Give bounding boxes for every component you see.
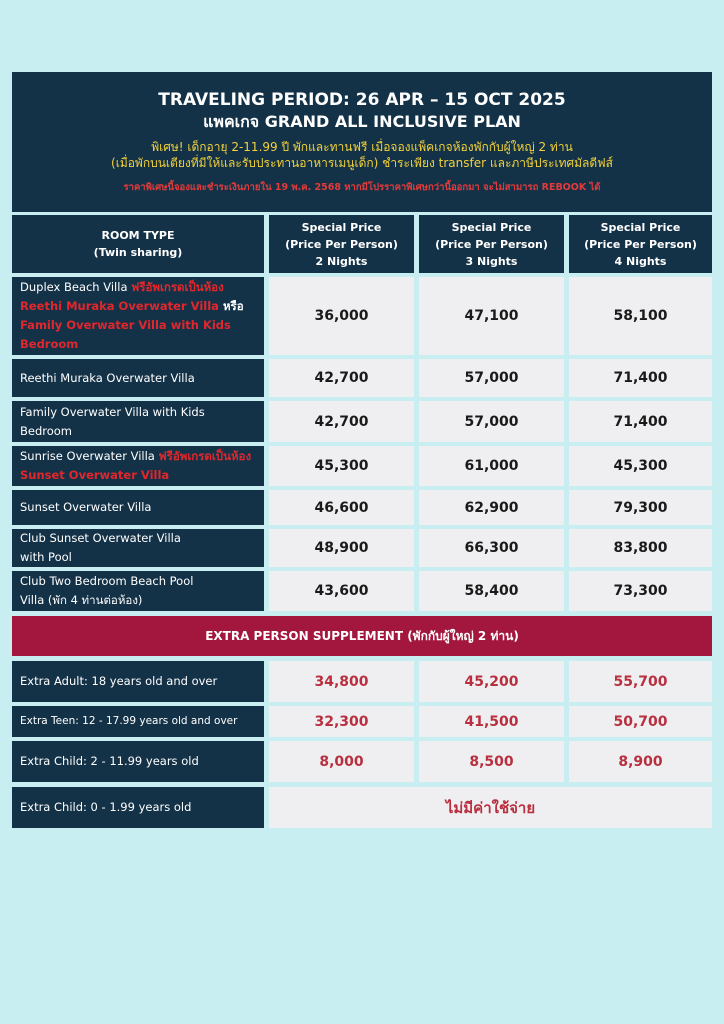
- col-header-line2: (Price Per Person): [584, 237, 697, 251]
- room-name: Sunset Overwater Villa: [12, 490, 264, 525]
- price-3-nights: 66,300: [419, 529, 564, 567]
- col-header-3-nights: [419, 215, 564, 273]
- price-3-nights: 57,000: [419, 359, 564, 397]
- table-row: [12, 359, 712, 397]
- travel-period-title: TRAVELING PERIOD: 26 APR – 15 OCT 2025: [158, 90, 566, 110]
- supplement-label: Extra Teen: 12 - 17.99 years old and over: [12, 706, 264, 737]
- upgrade-note: ฟรีอัพเกรดเป็นห้อง Sunset Overwater Villa: [20, 449, 252, 482]
- price-3-nights: 57,000: [419, 401, 564, 442]
- col-header-2-nights: [269, 215, 414, 273]
- supplement-price-4-nights: 55,700: [569, 661, 712, 702]
- col-header-nights: 2 Nights: [315, 254, 368, 268]
- room-name-text: Sunrise Overwater Villa: [20, 449, 159, 463]
- table-row: [12, 446, 712, 486]
- room-type-label: ROOM TYPE: [101, 229, 175, 242]
- price-3-nights: 58,400: [419, 571, 564, 611]
- booking-warning: ราคาพิเศษนี้จองและชำระเงินภายใน 19 พ.ค. 2568 หากมีโปรราคาพิเศษกว่านี้ออกมา จะไม่สามารถ REBOOK ได้: [123, 182, 601, 193]
- or-text: หรือ: [218, 299, 244, 313]
- room-name: Club Sunset Overwater Villa with Pool: [12, 529, 202, 567]
- price-2-nights: 36,000: [269, 277, 414, 355]
- supplement-price-3-nights: 45,200: [419, 661, 564, 702]
- table-row: [12, 571, 712, 611]
- price-4-nights: 45,300: [569, 446, 712, 486]
- col-header-line1: Special Price: [301, 220, 382, 234]
- free-of-charge-note: ไม่มีค่าใช้จ่าย: [269, 787, 712, 828]
- supplement-price-4-nights: 50,700: [569, 706, 712, 737]
- room-name: Club Two Bedroom Beach Pool Villa (พัก 4 ท่านต่อห้อง): [12, 571, 217, 611]
- table-row: [12, 706, 712, 737]
- header-banner: [12, 72, 712, 212]
- price-2-nights: 42,700: [269, 401, 414, 442]
- price-2-nights: 42,700: [269, 359, 414, 397]
- supplement-price-2-nights: 32,300: [269, 706, 414, 737]
- table-row: [12, 661, 712, 702]
- promo-note: [12, 139, 712, 171]
- price-4-nights: 58,100: [569, 277, 712, 355]
- supplement-price-2-nights: 8,000: [269, 741, 414, 782]
- col-header-nights: 3 Nights: [465, 254, 518, 268]
- promo-note-line2: (เมื่อพักบนเตียงที่มีให้และรับประทานอาหารเมนูเด็ก) ชำระเพียง transfer และภาษีประเทศมัลดีฟส์: [111, 156, 613, 170]
- price-2-nights: 43,600: [269, 571, 414, 611]
- upgrade-note-alt: Family Overwater Villa with Kids Bedroom: [20, 318, 231, 351]
- extra-person-supplement-banner: EXTRA PERSON SUPPLEMENT (พักกับผู้ใหญ่ 2 ท่าน): [12, 616, 712, 656]
- price-4-nights: 71,400: [569, 401, 712, 442]
- table-row: [12, 529, 712, 567]
- supplement-label: Extra Adult: 18 years old and over: [12, 661, 264, 702]
- col-header-line1: Special Price: [600, 220, 681, 234]
- price-2-nights: 45,300: [269, 446, 414, 486]
- supplement-price-3-nights: 41,500: [419, 706, 564, 737]
- supplement-price-3-nights: 8,500: [419, 741, 564, 782]
- room-name-text: Duplex Beach Villa: [20, 280, 132, 294]
- price-3-nights: 47,100: [419, 277, 564, 355]
- col-header-line2: (Price Per Person): [435, 237, 548, 251]
- col-header-nights: 4 Nights: [614, 254, 667, 268]
- room-name: Reethi Muraka Overwater Villa: [12, 359, 264, 397]
- price-4-nights: 71,400: [569, 359, 712, 397]
- price-4-nights: 73,300: [569, 571, 712, 611]
- supplement-price-2-nights: 34,800: [269, 661, 414, 702]
- table-row: [12, 741, 712, 782]
- room-name: Family Overwater Villa with Kids Bedroom: [12, 401, 212, 442]
- price-3-nights: 61,000: [419, 446, 564, 486]
- room-type-header: [12, 215, 264, 273]
- room-name: [12, 277, 264, 355]
- col-header-line1: Special Price: [451, 220, 532, 234]
- table-row: [12, 490, 712, 525]
- supplement-label: Extra Child: 2 - 11.99 years old: [12, 741, 264, 782]
- col-header-line2: (Price Per Person): [285, 237, 398, 251]
- table-header-row: [12, 215, 712, 273]
- price-3-nights: 62,900: [419, 490, 564, 525]
- col-header-4-nights: [569, 215, 712, 273]
- package-title: แพคเกจ GRAND ALL INCLUSIVE PLAN: [203, 112, 521, 131]
- room-type-sub: (Twin sharing): [93, 246, 183, 259]
- price-2-nights: 48,900: [269, 529, 414, 567]
- price-4-nights: 79,300: [569, 490, 712, 525]
- table-row: [12, 401, 712, 442]
- price-4-nights: 83,800: [569, 529, 712, 567]
- table-row: [12, 277, 712, 355]
- room-name: [12, 446, 264, 486]
- price-2-nights: 46,600: [269, 490, 414, 525]
- upgrade-note: ฟรีอัพเกรดเป็นห้อง Reethi Muraka Overwater Villa: [20, 280, 224, 313]
- supplement-price-4-nights: 8,900: [569, 741, 712, 782]
- table-row: [12, 787, 712, 828]
- supplement-label: Extra Child: 0 - 1.99 years old: [12, 787, 264, 828]
- promo-note-line1: พิเศษ! เด็กอายุ 2-11.99 ปี พักและทานฟรี เมื่อจองแพ็คเกจห้องพักกับผู้ใหญ่ 2 ท่าน: [151, 140, 573, 154]
